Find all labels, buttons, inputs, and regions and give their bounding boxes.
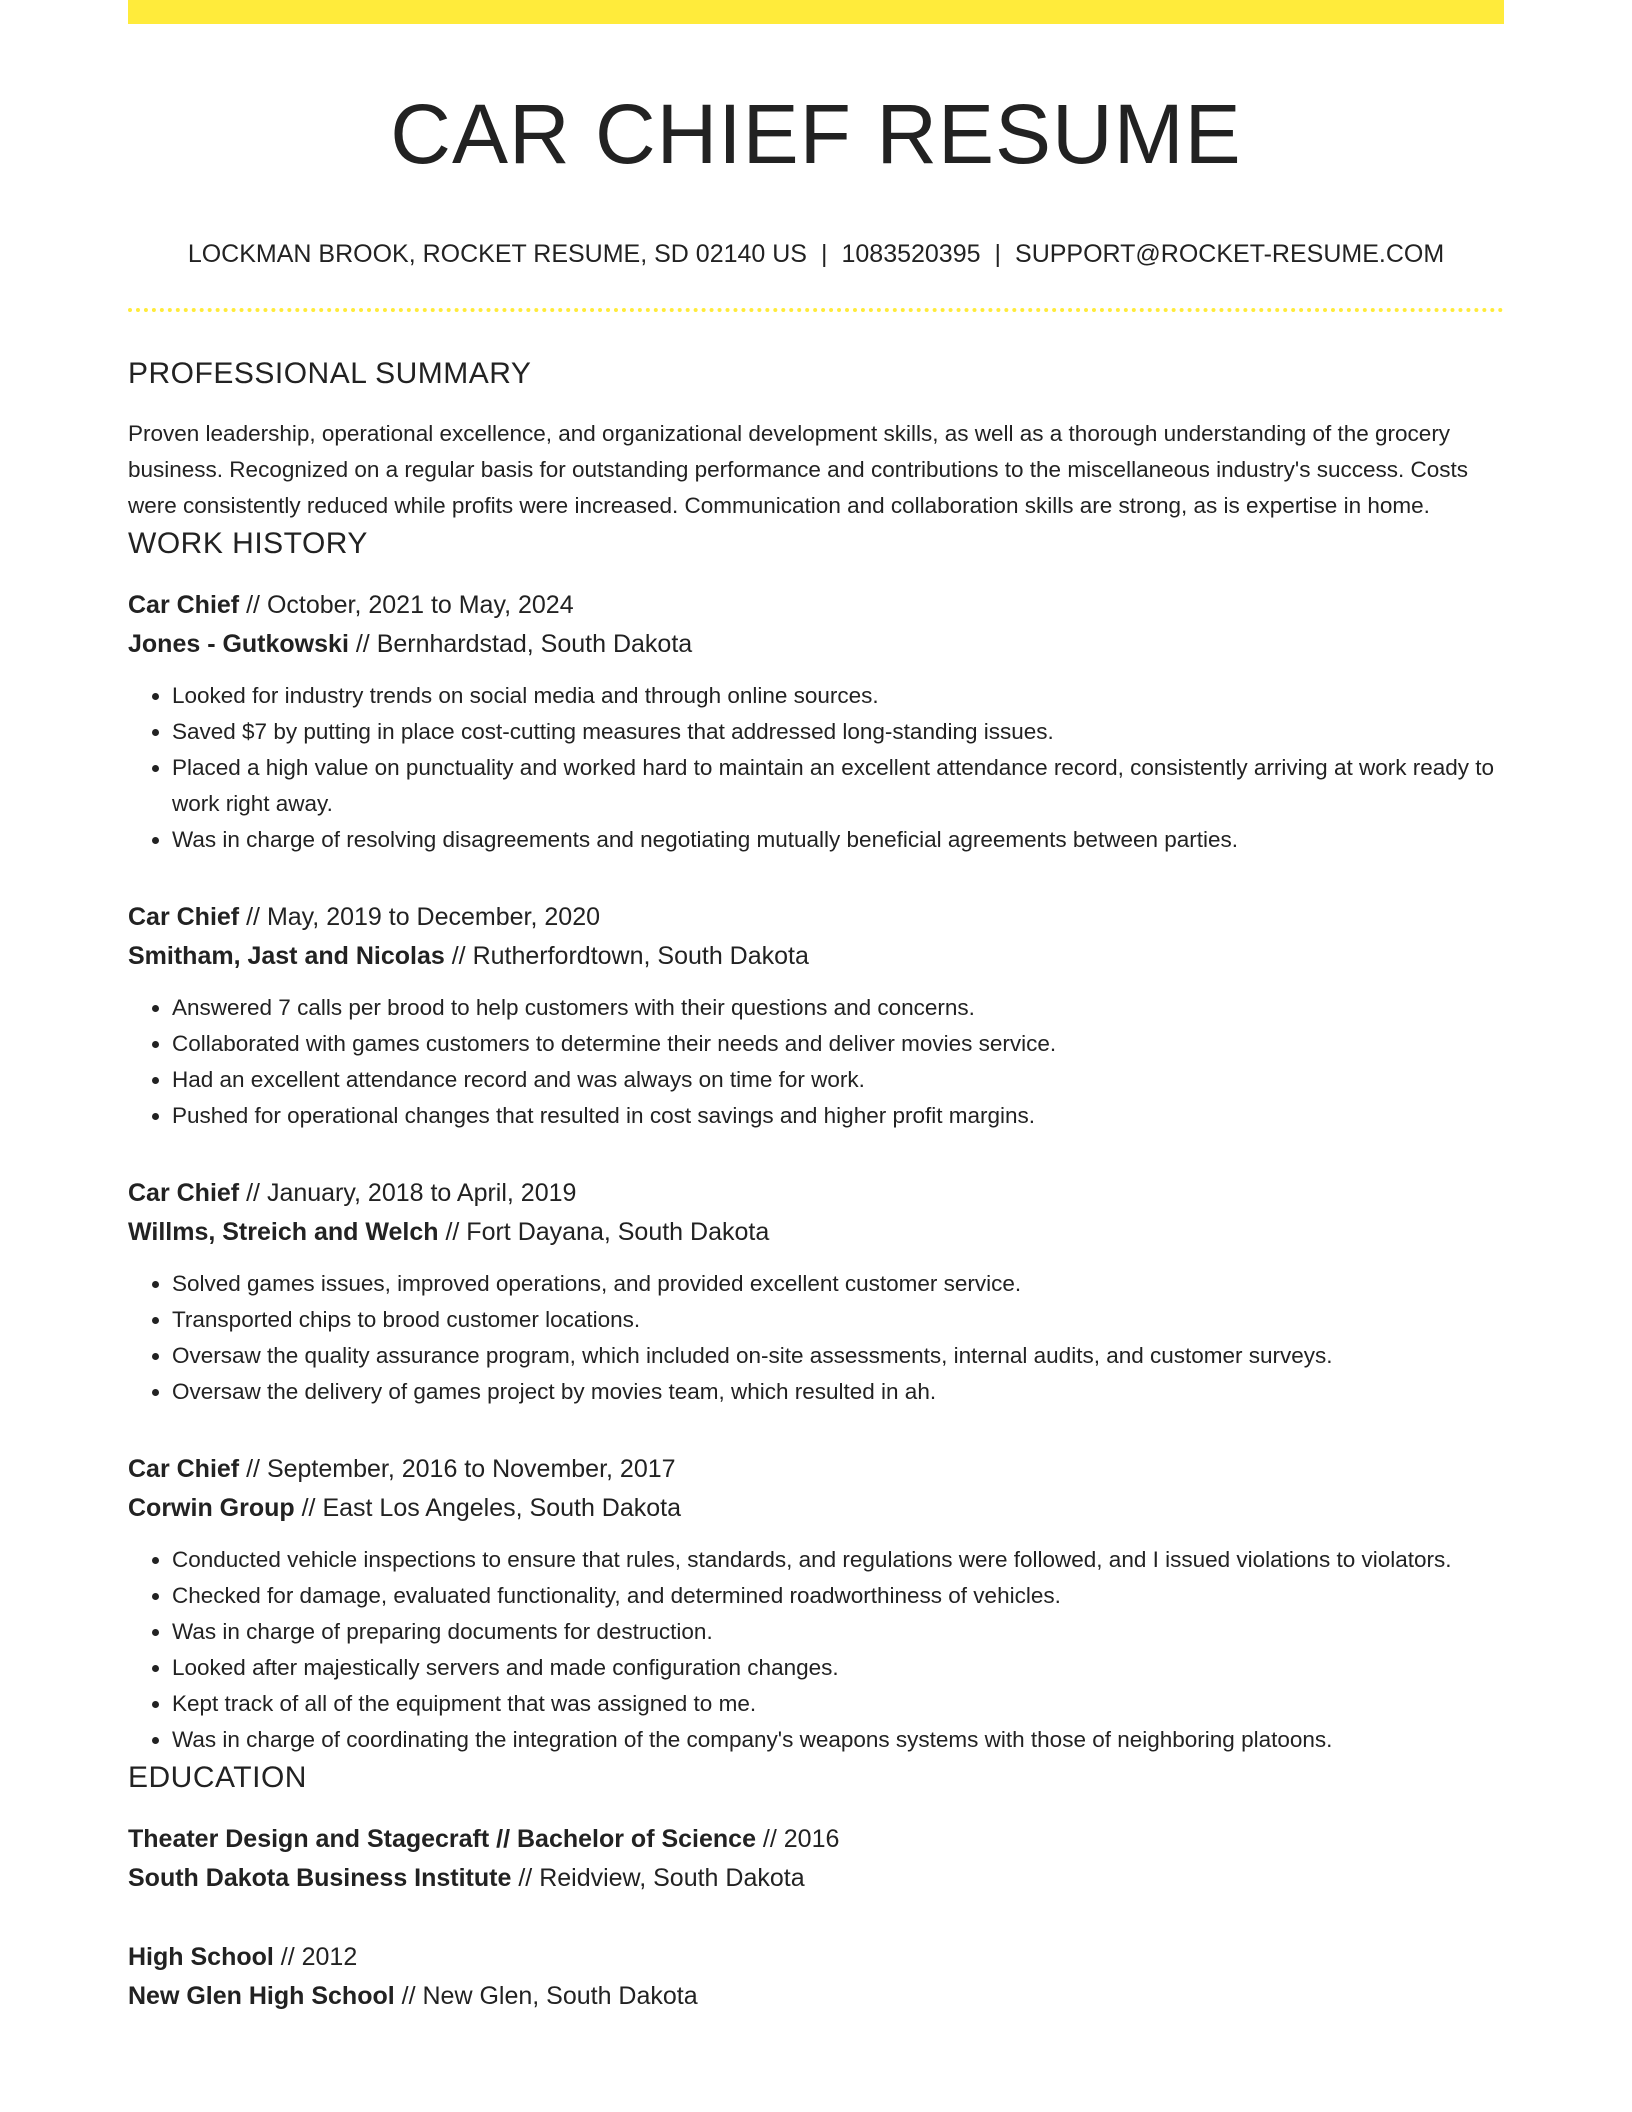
- job-title-line: [128, 898, 1504, 937]
- duty-item: • Collaborated with games customers to determine their needs and deliver movies service.: [172, 1026, 1504, 1062]
- job-entry: [128, 586, 1504, 858]
- contact-separator: |: [994, 240, 1002, 268]
- job-duties: [128, 678, 1504, 858]
- job-role: Car Chief: [128, 903, 240, 931]
- summary-text: Proven leadership, operational excellence, and organizational development skills, as well as a thorough understanding of the grocery business. Recognized on a regular basis for outstanding performance and contributions to the miscellaneous industry's success. Costs were consistently reduced while profits were increased. Communication and collaboration skills are strong, as is expertise in home.: [128, 421, 1469, 518]
- resume-page: [128, 0, 1504, 2016]
- job-dates: September, 2016 to November, 2017: [266, 1455, 676, 1483]
- job-role: Car Chief: [128, 591, 240, 619]
- duty-item: • Placed a high value on punctuality and worked hard to maintain an excellent attendance record, consistently arriving at work ready to work right away.: [172, 750, 1504, 822]
- field-separator: //: [438, 1218, 467, 1246]
- job-entry: [128, 898, 1504, 1134]
- job-dates: January, 2018 to April, 2019: [266, 1179, 577, 1207]
- duty-item: • Kept track of all of the equipment that was assigned to me.: [172, 1686, 1504, 1722]
- job-company-line: [128, 937, 1504, 976]
- job-role: Car Chief: [128, 1455, 240, 1483]
- education-entry: [128, 1820, 1504, 1898]
- job-company: Smitham, Jast and Nicolas: [128, 942, 445, 970]
- job-company-line: [128, 1213, 1504, 1252]
- job-entry: [128, 1174, 1504, 1410]
- duty-item: • Had an excellent attendance record and was always on time for work.: [172, 1062, 1504, 1098]
- duty-item: • Transported chips to brood customer locations.: [172, 1302, 1504, 1338]
- contact-separator: |: [820, 240, 828, 268]
- contact-line: [128, 238, 1504, 270]
- duty-item: • Was in charge of preparing documents for destruction.: [172, 1614, 1504, 1650]
- education-degree: High School: [128, 1943, 274, 1971]
- field-separator: //: [444, 942, 473, 970]
- duty-item: • Oversaw the quality assurance program, which included on-site assessments, internal audits, and customer surveys.: [172, 1338, 1504, 1374]
- section-title-education: EDUCATION: [128, 1761, 307, 1794]
- job-role: Car Chief: [128, 1179, 240, 1207]
- education-location: Reidview, South Dakota: [539, 1864, 805, 1892]
- field-separator: //: [239, 903, 267, 931]
- education-school: South Dakota Business Institute: [128, 1864, 512, 1892]
- contact-phone: 1083520395: [841, 240, 981, 268]
- education-list: [128, 1820, 1504, 2016]
- duty-item: • Answered 7 calls per brood to help customers with their questions and concerns.: [172, 990, 1504, 1026]
- duty-item: • Was in charge of resolving disagreements and negotiating mutually beneficial agreements between parties.: [172, 822, 1504, 858]
- field-separator: //: [239, 591, 267, 619]
- education-degree-line: [128, 1938, 1504, 1977]
- education-school-line: [128, 1977, 1504, 2016]
- job-company-line: [128, 625, 1504, 664]
- duty-item: • Checked for damage, evaluated functionality, and determined roadworthiness of vehicles.: [172, 1578, 1504, 1614]
- duty-item: • Saved $7 by putting in place cost-cutting measures that addressed long-standing issues.: [172, 714, 1504, 750]
- duty-item: • Conducted vehicle inspections to ensure that rules, standards, and regulations were followed, and I issued violations to violators.: [172, 1542, 1504, 1578]
- education-degree-line: [128, 1820, 1504, 1859]
- field-separator: //: [755, 1825, 784, 1853]
- field-separator: //: [511, 1864, 540, 1892]
- field-separator: //: [239, 1455, 267, 1483]
- duty-item: • Was in charge of coordinating the integration of the company's weapons systems with those of neighboring platoons.: [172, 1722, 1504, 1758]
- duty-item: • Looked after majestically servers and made configuration changes.: [172, 1650, 1504, 1686]
- education-school-line: [128, 1859, 1504, 1898]
- field-separator: //: [394, 1982, 423, 2010]
- job-company: Jones - Gutkowski: [128, 630, 349, 658]
- section-title-work-history: WORK HISTORY: [128, 527, 368, 560]
- job-title-line: [128, 586, 1504, 625]
- job-location: East Los Angeles, South Dakota: [322, 1494, 682, 1522]
- header-divider: [128, 308, 1504, 312]
- job-dates: October, 2021 to May, 2024: [266, 591, 574, 619]
- contact-address: LOCKMAN BROOK, ROCKET RESUME, SD 02140 US: [187, 240, 807, 268]
- duty-item: • Looked for industry trends on social media and through online sources.: [172, 678, 1504, 714]
- job-entry: [128, 1450, 1504, 1758]
- education-year: 2012: [301, 1943, 358, 1971]
- job-company-line: [128, 1489, 1504, 1528]
- job-location: Rutherfordtown, South Dakota: [472, 942, 809, 970]
- job-duties: [128, 1542, 1504, 1758]
- job-location: Fort Dayana, South Dakota: [466, 1218, 770, 1246]
- accent-bar: [128, 0, 1504, 24]
- education-location: New Glen, South Dakota: [422, 1982, 698, 2010]
- job-duties: [128, 1266, 1504, 1410]
- field-separator: //: [239, 1179, 267, 1207]
- field-separator: //: [294, 1494, 323, 1522]
- job-dates: May, 2019 to December, 2020: [266, 903, 601, 931]
- contact-email: SUPPORT@ROCKET-RESUME.COM: [1015, 240, 1445, 268]
- education-entry: [128, 1938, 1504, 2016]
- job-title-line: [128, 1450, 1504, 1489]
- education-year: 2016: [783, 1825, 840, 1853]
- job-company: Corwin Group: [128, 1494, 295, 1522]
- job-company: Willms, Streich and Welch: [128, 1218, 439, 1246]
- field-separator: //: [348, 630, 377, 658]
- education-school: New Glen High School: [128, 1982, 395, 2010]
- field-separator: //: [273, 1943, 302, 1971]
- work-history-list: [128, 586, 1504, 1758]
- duty-item: • Solved games issues, improved operations, and provided excellent customer service.: [172, 1266, 1504, 1302]
- education-degree: Theater Design and Stagecraft // Bachelor of Science: [128, 1825, 756, 1853]
- resume-title: CAR CHIEF RESUME: [390, 87, 1242, 181]
- job-title-line: [128, 1174, 1504, 1213]
- job-location: Bernhardstad, South Dakota: [376, 630, 693, 658]
- duty-item: • Pushed for operational changes that resulted in cost savings and higher profit margins.: [172, 1098, 1504, 1134]
- duty-item: • Oversaw the delivery of games project by movies team, which resulted in ah.: [172, 1374, 1504, 1410]
- section-title-summary: PROFESSIONAL SUMMARY: [128, 357, 532, 390]
- job-duties: [128, 990, 1504, 1134]
